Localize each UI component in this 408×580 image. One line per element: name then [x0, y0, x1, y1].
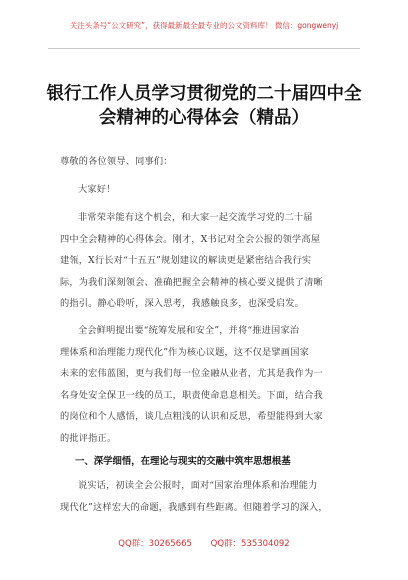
- footer-contacts: [0, 537, 408, 549]
- header-divider: [48, 48, 360, 49]
- paragraph-line: 未来的宏伟蓝图，更与我们每一位金融从业者，尤其是我作为一: [60, 368, 323, 379]
- salutation-text: 尊敬的各位领导、同事们：: [60, 156, 173, 167]
- header-notice: 关注头条号“公文研究”，获得最新最全最专业的公文资料库！ 微信：gongwenyj: [69, 21, 339, 30]
- footer-qq-group-2: QQ群：535304092: [210, 539, 290, 549]
- paragraph-line: 名身处安全保卫一线的员工，职责使命息息相关。下面，结合我: [60, 389, 323, 401]
- paragraph-3: [60, 475, 350, 518]
- paragraph-line: 现代化”这样宏大的命题，我感到有些距离。但随着学习的深入，: [60, 501, 328, 513]
- greeting-text: 大家好！: [78, 184, 116, 195]
- document-title: [40, 82, 368, 130]
- paragraph-line: 四中全会精神的心得体会。刚才，X书记对全会公报的领学高屋: [60, 233, 321, 245]
- paragraph-line: 非常荣幸能有这个机会，和大家一起交流学习党的二十届: [78, 212, 313, 223]
- greeting: [78, 179, 368, 201]
- title-line-1: 银行工作人员学习贯彻党的二十届四中全: [46, 84, 362, 104]
- paragraph-line: 的批评指正。: [60, 432, 117, 444]
- salutation: [60, 151, 350, 173]
- paragraph-line: 全会鲜明提出要“统筹发展和安全”，并将“推进国家治: [78, 325, 300, 336]
- paragraph-line: 建瓴，X行长对“十五五”规划建议的解读更是紧密结合我行实: [60, 255, 312, 266]
- paragraph-line: 说实话，初读全会公报时，面对“国家治理体系和治理能力: [78, 480, 318, 491]
- paragraph-line: 的岗位和个人感悟，谈几点粗浅的认识和反思，希望能得到大家: [60, 411, 323, 422]
- section-heading-1: 一、深学细悟，在理论与现实的交融中筑牢思想根基: [75, 456, 291, 467]
- paragraph-2: [60, 320, 350, 449]
- paragraph-line: 理体系和治理能力现代化”作为核心议题，这不仅是擘画国家: [60, 346, 309, 358]
- paragraph-line: 际，为我们深刻领会、准确把握全会精神的核心要义提供了清晰: [60, 276, 323, 288]
- footer-qq-group-1: QQ群：30265665: [118, 539, 192, 549]
- paragraph-1: [60, 207, 350, 315]
- paragraph-line: 的指引。静心聆听，深入思考，我感触良多，也深受启发。: [60, 298, 305, 309]
- title-line-2: 会精神的心得体会（精品）: [99, 108, 309, 128]
